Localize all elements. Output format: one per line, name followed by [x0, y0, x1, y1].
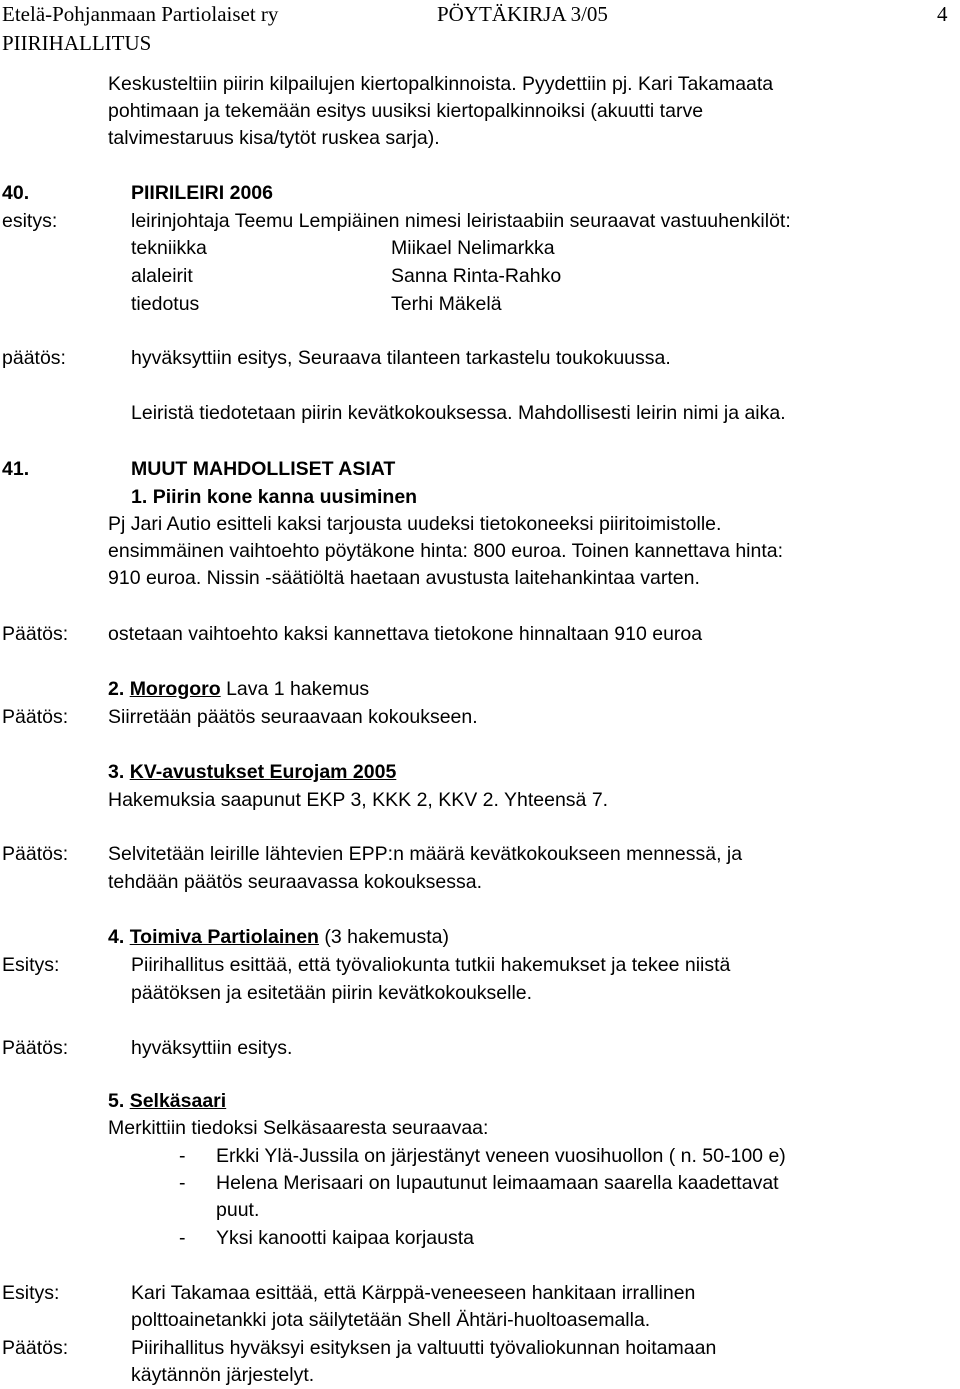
intro-line: pohtimaan ja tekemään esitys uusiksi kiertopalkinnoiksi (akuutti tarve: [108, 100, 704, 122]
esitys-text: polttoainetankki jota säilytetään Shell Ähtäri-huoltoasemalla.: [131, 1309, 651, 1331]
item-title: KV-avustukset Eurojam 2005: [129, 761, 397, 783]
item-title: Piirin kone kanna uusiminen: [152, 486, 418, 508]
item-number: 5.: [108, 1090, 125, 1112]
paatos-text: hyväksyttiin esitys.: [131, 1037, 293, 1059]
paatos-label: Päätös:: [2, 1337, 69, 1359]
bullet-text: Helena Merisaari on lupautunut leimaamaan saarella kaadettavat: [216, 1172, 779, 1194]
bullet-text: puut.: [216, 1199, 260, 1221]
role-label: tekniikka: [131, 237, 207, 259]
item-number: 3.: [108, 761, 125, 783]
esitys-label: Esitys:: [2, 1282, 60, 1304]
item-heading: [108, 675, 369, 703]
paatos-text: tehdään päätös seuraavassa kokouksessa.: [108, 871, 482, 893]
item-title: Selkäsaari: [129, 1090, 227, 1112]
item-line: Hakemuksia saapunut EKP 3, KKK 2, KKV 2. Yhteensä 7.: [108, 789, 609, 811]
role-person: Terhi Mäkelä: [391, 293, 502, 315]
item-number: 2.: [108, 678, 125, 700]
paatos-text: Selvitetään leirille lähtevien EPP:n määrä kevätkokoukseen mennessä, ja: [108, 843, 743, 865]
item-number: 4.: [108, 926, 125, 948]
paatos-label: Päätös:: [2, 1037, 69, 1059]
item-title: Toimiva Partiolainen: [129, 926, 319, 948]
item-line: Merkittiin tiedoksi Selkäsaaresta seuraavaa:: [108, 1117, 489, 1139]
esitys-text: Piirihallitus esittää, että työvaliokunta tutkii hakemukset ja tekee niistä: [131, 954, 731, 976]
role-label: alaleirit: [131, 265, 193, 287]
item-line: Pj Jari Autio esitteli kaksi tarjousta uudeksi tietokoneeksi piiritoimistolle.: [108, 513, 722, 535]
item-heading: [108, 1087, 226, 1115]
role-label: tiedotus: [131, 293, 200, 315]
bullet-dash: -: [179, 1172, 186, 1194]
esitys-label: esitys:: [2, 210, 58, 232]
paatos-text: hyväksyttiin esitys, Seuraava tilanteen tarkastelu toukokuussa.: [131, 347, 671, 369]
esitys-label: Esitys:: [2, 954, 60, 976]
header-doc-number: PÖYTÄKIRJA 3/05: [437, 2, 608, 26]
paatos-text: Siirretään päätös seuraavaan kokoukseen.: [108, 706, 478, 728]
item-title-rest: (3 hakemusta): [318, 926, 450, 948]
section-number: 40.: [2, 182, 30, 204]
paatos-text: käytännön järjestelyt.: [131, 1364, 315, 1386]
paatos-text: ostetaan vaihtoehto kaksi kannettava tietokone hinnaltaan 910 euroa: [108, 623, 703, 645]
bullet-dash: -: [179, 1145, 186, 1167]
esitys-text: leirinjohtaja Teemu Lempiäinen nimesi leiristaabiin seuraavat vastuuhenkilöt:: [131, 210, 791, 232]
paatos-label: Päätös:: [2, 706, 69, 728]
item-line: 910 euroa. Nissin -säätiöltä haetaan avustusta laitehankintaa varten.: [108, 567, 700, 589]
paatos-text: Leiristä tiedotetaan piirin kevätkokouksessa. Mahdollisesti leirin nimi ja aika.: [131, 402, 786, 424]
bullet-text: Erkki Ylä-Jussila on järjestänyt veneen vuosihuollon ( n. 50-100 e): [216, 1145, 786, 1167]
item-line: ensimmäinen vaihtoehto pöytäkone hinta: 800 euroa. Toinen kannettava hinta:: [108, 540, 784, 562]
item-heading: [108, 758, 396, 786]
header-org: Etelä-Pohjanmaan Partiolaiset ry: [2, 2, 279, 26]
item-heading: [108, 923, 449, 951]
header-body: PIIRIHALLITUS: [2, 31, 152, 55]
bullet-text: Yksi kanootti kaipaa korjausta: [216, 1227, 474, 1249]
section-number: 41.: [2, 458, 30, 480]
paatos-text: Piirihallitus hyväksyi esityksen ja valtuutti työvaliokunnan hoitamaan: [131, 1337, 717, 1359]
esitys-text: Kari Takamaa esittää, että Kärppä-veneeseen hankitaan irrallinen: [131, 1282, 696, 1304]
item-title: Morogoro: [129, 678, 221, 700]
section-title: MUUT MAHDOLLISET ASIAT: [131, 458, 396, 480]
paatos-label: päätös:: [2, 347, 66, 369]
item-heading: [131, 483, 417, 511]
role-person: Miikael Nelimarkka: [391, 237, 555, 259]
section-title: PIIRILEIRI 2006: [131, 182, 273, 204]
header-page-number: 4: [937, 2, 948, 26]
paatos-label: Päätös:: [2, 623, 69, 645]
intro-line: talvimestaruus kisa/tytöt ruskea sarja).: [108, 127, 440, 149]
esitys-text: päätöksen ja esitetään piirin kevätkokoukselle.: [131, 982, 533, 1004]
item-number: 1.: [131, 486, 148, 508]
paatos-label: Päätös:: [2, 843, 69, 865]
intro-line: Keskusteltiin piirin kilpailujen kiertopalkinnoista. Pyydettiin pj. Kari Takamaata: [108, 73, 774, 95]
bullet-dash: -: [179, 1227, 186, 1249]
item-title-rest: Lava 1 hakemus: [220, 678, 370, 700]
role-person: Sanna Rinta-Rahko: [391, 265, 562, 287]
